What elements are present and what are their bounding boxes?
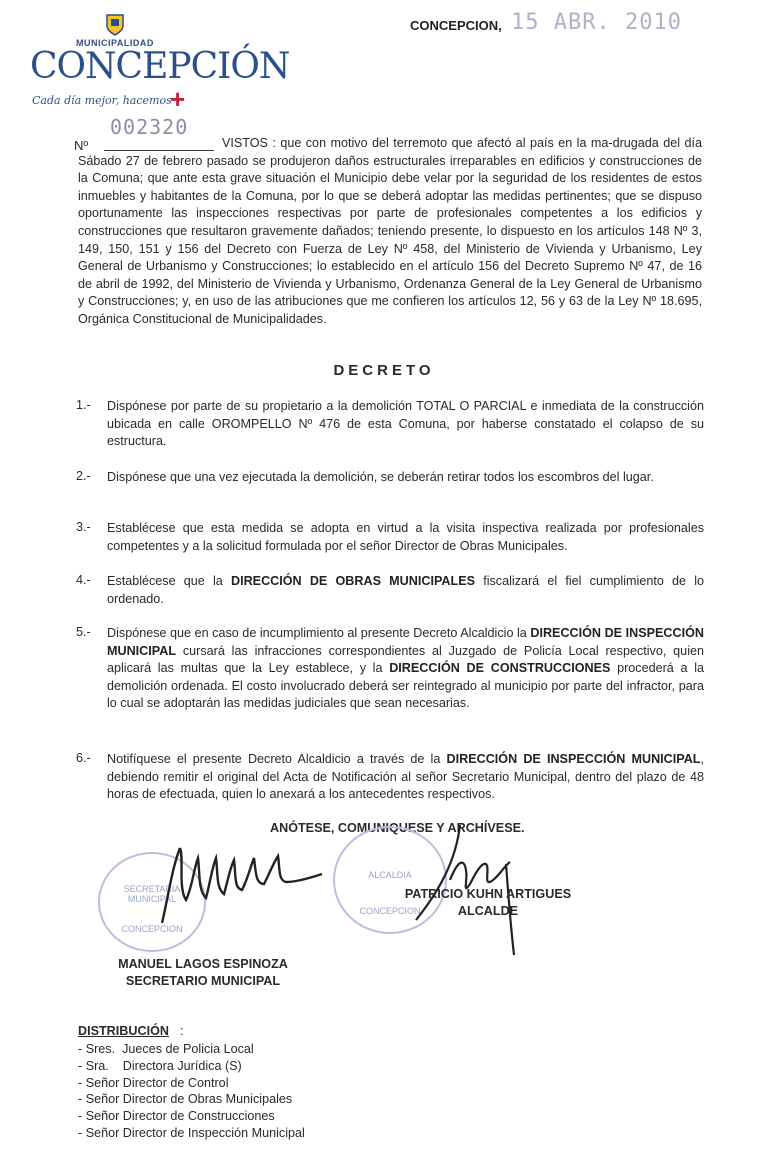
list-item: - Señor Director de Construcciones xyxy=(78,1109,275,1124)
municipality-logo xyxy=(26,8,290,118)
stamp-text: CONCEPCION xyxy=(359,906,421,916)
stamp-text: SECRETARIA MUNICIPAL xyxy=(123,884,181,904)
stamp-text: ALCALDIA xyxy=(368,870,412,880)
secretary-name: MANUEL LAGOS ESPINOZA xyxy=(118,957,288,971)
closing-formula: ANÓTESE, COMUNIQUESE Y ARCHÍVESE. xyxy=(270,821,525,835)
date-stamp: 15 ABR. 2010 xyxy=(511,10,682,35)
item-number: 5.- xyxy=(76,625,91,639)
list-item: - Señor Director de Control xyxy=(78,1075,229,1090)
item-text-part: Notifíquese el presente Decreto Alcaldicio a través de la xyxy=(107,752,447,766)
item-text-part: procederá a la demolición ordenada. El costo involucrado deberá ser reintegrado al municipio por parte del infractor, para lo cual se adoptarán las medidas judiciales que sean necesarias. xyxy=(107,661,704,711)
logo-small-text: MUNICIPALIDAD xyxy=(76,38,154,48)
secretary-signature xyxy=(150,828,330,938)
decree-number-label: Nº xyxy=(74,138,89,153)
decree-number: 002320 xyxy=(110,115,189,139)
item-number: 6.- xyxy=(76,751,91,765)
item-text-part: fiscalizará el fiel cumplimiento de lo ordenado. xyxy=(107,574,705,606)
list-item: - Señor Director de Inspección Municipal xyxy=(78,1125,305,1140)
logo-tagline: Cada día mejor, hacemos xyxy=(32,94,172,107)
secretary-title: SECRETARIO MUNICIPAL xyxy=(125,974,281,988)
vistos-paragraph: VISTOS : que con motivo del terremoto que afectó al país en la ma-drugada del día Sábado 27 de febrero pasado se produjeron daños estructurales irreparables en edificios y construcciones de la Comuna; que ante esta grave situación el Municipio debe velar por la seguridad de los residentes de estos inmuebles y habitantes de la Comuna, por lo que se deberá adoptar las medidas pertinentes; que se dispuso oportunamente las inspecciones respectivas por parte de profesionales competentes a los edificios y construcciones que resultaron gravemente dañados; teniendo presente, lo dispuesto en los artículos 148 Nº 3, 149, 150, 151 y 156 del Decreto con Fuerza de Ley Nº 458, del Ministerio de Vivienda y Urbanismo, Ley General de Urbanismo y Construcciones; lo establecido en el artículo 156 del Decreto Supremo Nº 47, de 16 de abril de 1992, del Ministerio de Vivienda y Urbanismo, Ordenanza General de la Ley General de Urbanismo y Construcciones; y, en uso de las atribuciones que me confieren los artículos 12, 56 y 63 de la Ley Nº 18.695, Orgánica Constitucional de Municipalidades. xyxy=(78,136,702,326)
city-label: CONCEPCION, xyxy=(410,18,502,33)
item-text-part: cursará las infracciones correspondientes al Juzgado de Policía Local respectivo, quien aplicará las multas que la Ley establece, y la xyxy=(107,643,704,676)
item-text: Dispónese por parte de su propietario a la demolición TOTAL O PARCIAL e inmediata de la construcción ubicada en calle OROMPELLO Nº 476 de esta Comuna, por haberse constatado el colapso de su estructura. xyxy=(107,399,704,449)
item-text-part: Dispónese que en caso de incumplimiento al presente Decreto Alcaldicio la xyxy=(107,626,531,640)
item-text: Dispónese que una vez ejecutada la demolición, se deberán retirar todos los escombros del lugar. xyxy=(107,470,654,484)
decree-title: DECRETO xyxy=(333,362,435,379)
mayor-name: PATRICIO KUHN ARTIGUES xyxy=(404,887,572,901)
coat-of-arms-icon xyxy=(106,14,124,36)
item-text-part: , debiendo remitir el original del Acta de Notificación al señor Secretario Municipal, dentro del plazo de 48 horas de efectuada, quien lo anexará a los antecedentes respectivos. xyxy=(107,752,705,802)
item-text-bold: DIRECCIÓN DE INSPECCIÓN MUNICIPAL xyxy=(446,752,701,766)
item-text xyxy=(107,625,704,713)
stamp-text: CONCEPCION xyxy=(121,924,183,934)
list-item: - Señor Director de Obras Municipales xyxy=(78,1092,293,1107)
item-text xyxy=(107,751,704,804)
list-item: - Sres. Jueces de Policia Local xyxy=(78,1042,254,1056)
item-number: 2.- xyxy=(76,469,91,483)
item-text-bold: DIRECCIÓN DE CONSTRUCCIONES xyxy=(389,661,611,676)
distribution-colon: : xyxy=(180,1024,184,1038)
item-text xyxy=(107,573,704,608)
distribution-list xyxy=(78,1041,305,1142)
distribution-title: DISTRIBUCIÓN xyxy=(78,1024,169,1038)
list-item: - Sra. Directora Jurídica (S) xyxy=(78,1058,242,1073)
logo-main-text: CONCEPCIÓN xyxy=(30,46,290,87)
item-text-part: Establécese que la xyxy=(107,574,231,588)
item-text-bold: DIRECCIÓN DE INSPECCIÓN MUNICIPAL xyxy=(107,626,704,658)
item-number: 4.- xyxy=(76,573,91,587)
item-number: 1.- xyxy=(76,398,91,412)
plus-icon: + xyxy=(170,84,186,114)
mayor-title: ALCALDE xyxy=(457,904,519,918)
item-text-bold: DIRECCIÓN DE OBRAS MUNICIPALES xyxy=(230,574,476,588)
item-text: Establécese que esta medida se adopta en virtud a la visita inspectiva realizada por profesionales competentes y a la solicitud formulada por el señor Director de Obras Municipales. xyxy=(107,521,704,553)
item-number: 3.- xyxy=(76,520,91,534)
